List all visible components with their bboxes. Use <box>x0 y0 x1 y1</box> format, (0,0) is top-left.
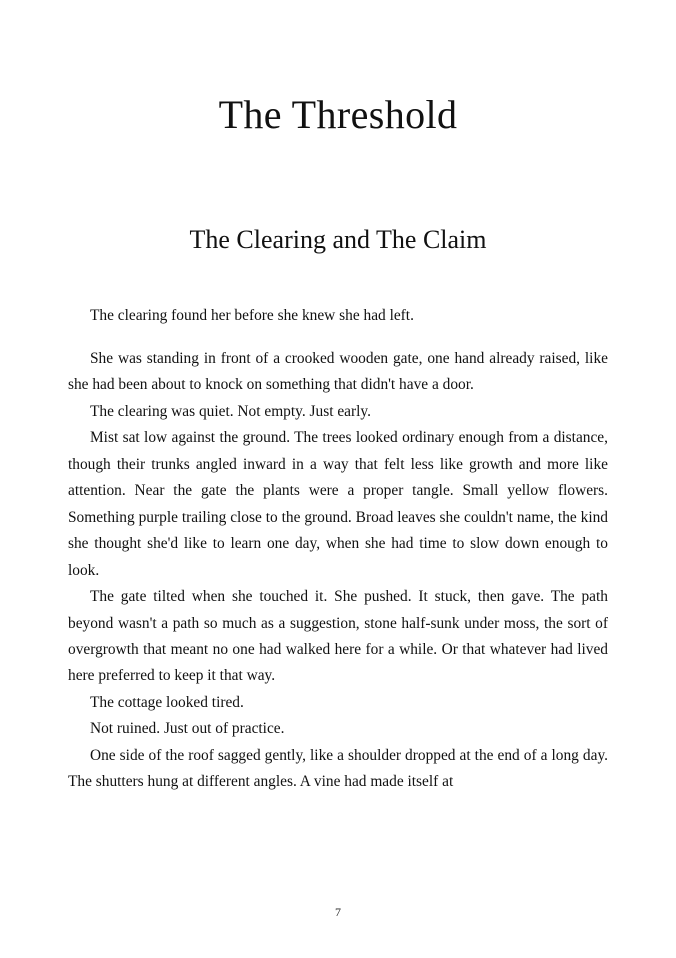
paragraph: Mist sat low against the ground. The trees looked ordinary enough from a distance, though their trunks angled inward in a way that felt less like growth and more like attention. Near the gate the plants were a proper tangle. Small yellow flowers. Something purple trailing close to the ground. Broad leaves she couldn't name, the kind she thought she'd like to learn one day, when she had time to slow down enough to look. <box>68 429 608 579</box>
page-number: 7 <box>335 905 341 919</box>
paragraph: Not ruined. Just out of practice. <box>90 720 285 738</box>
paragraph: The cottage looked tired. <box>90 693 244 711</box>
paragraph: One side of the roof sagged gently, like a shoulder dropped at the end of a long day. The shutters hung at different angles. A vine had made itself at <box>68 746 608 791</box>
body-text <box>68 255 608 796</box>
chapter-title: The Threshold <box>218 92 458 137</box>
paragraph: She was standing in front of a crooked wooden gate, one hand already raised, like she had been about to knock on something that didn't have a door. <box>68 349 608 394</box>
paragraph: The clearing was quiet. Not empty. Just early. <box>90 402 371 420</box>
paragraph: The gate tilted when she touched it. She pushed. It stuck, then gave. The path beyond wasn't a path so much as a suggestion, stone half-sunk under moss, the sort of overgrowth that meant no one had walked here for a while. Or that whatever had lived here preferred to keep it that way. <box>68 588 608 685</box>
section-title: The Clearing and The Claim <box>189 225 487 254</box>
paragraph: The clearing found her before she knew she had left. <box>90 307 414 325</box>
